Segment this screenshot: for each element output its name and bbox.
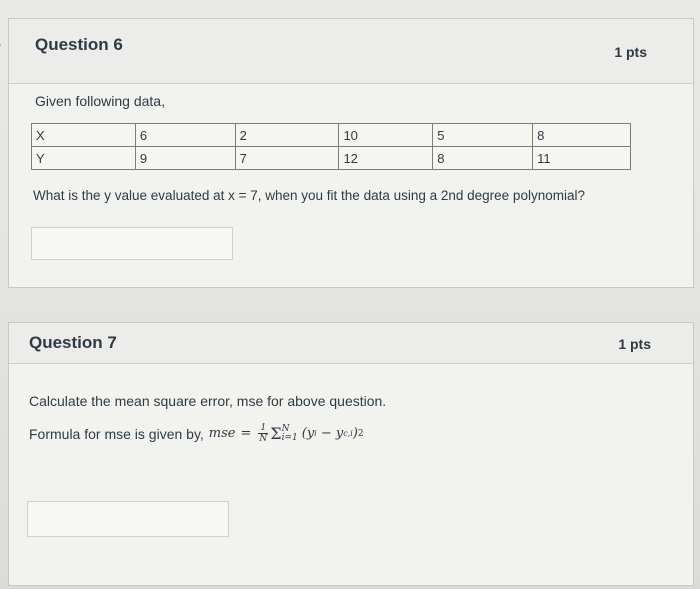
- fraction-numerator: 1: [258, 423, 268, 434]
- sum-lower-limit: i=1: [281, 432, 298, 443]
- table-cell: 5: [433, 124, 533, 147]
- question-6-header: [9, 19, 693, 84]
- question-7-card: [8, 322, 694, 586]
- data-table: [31, 123, 631, 170]
- sum-upper-limit: N: [281, 423, 290, 434]
- question-7-prompt: Calculate the mean square error, mse for above question.: [29, 393, 387, 409]
- question-7-title: Question 7: [29, 333, 117, 352]
- fraction-denominator: N: [259, 434, 268, 444]
- formula-body: (y: [301, 426, 315, 441]
- question-6-answer-input[interactable]: [31, 227, 233, 260]
- table-cell: 11: [533, 147, 631, 170]
- mse-formula: [209, 423, 364, 444]
- question-6-card: [8, 18, 694, 288]
- previous-arrow-icon[interactable]: [0, 36, 1, 54]
- question-7-points: 1 pts: [618, 336, 651, 352]
- table-cell: 7: [235, 147, 339, 170]
- formula-label: Formula for mse is given by,: [29, 425, 204, 442]
- formula-subscript-ci: c,i: [343, 429, 353, 438]
- table-cell: 12: [339, 147, 433, 170]
- question-6-points: 1 pts: [614, 44, 647, 60]
- formula-equals: =: [240, 426, 252, 441]
- table-cell: 6: [135, 124, 235, 147]
- question-7-formula-line: [29, 423, 364, 444]
- question-6-prompt: What is the y value evaluated at x = 7, when you fit the data using a 2nd degree polynomial?: [33, 188, 585, 203]
- formula-exponent: 2: [357, 428, 364, 439]
- table-cell: 2: [235, 124, 339, 147]
- table-cell: 9: [135, 147, 235, 170]
- formula-minus: − y: [316, 426, 344, 441]
- table-cell: 8: [533, 124, 631, 147]
- formula-lhs: mse: [208, 426, 236, 441]
- table-cell: X: [32, 124, 136, 147]
- formula-fraction: [258, 423, 268, 444]
- table-row-y: [32, 147, 631, 170]
- table-cell: 8: [433, 147, 533, 170]
- formula-close-paren: ): [352, 426, 358, 441]
- table-cell: 10: [339, 124, 433, 147]
- table-row-x: [32, 124, 631, 147]
- question-7-answer-input[interactable]: [27, 501, 229, 537]
- formula-subscript-i: i: [314, 429, 317, 438]
- question-6-intro: Given following data,: [35, 93, 165, 109]
- table-cell: Y: [32, 147, 136, 170]
- question-7-header: [9, 323, 693, 364]
- question-6-title: Question 6: [35, 35, 123, 54]
- sigma-symbol: Σ: [270, 424, 282, 443]
- sum-limits: [282, 425, 298, 443]
